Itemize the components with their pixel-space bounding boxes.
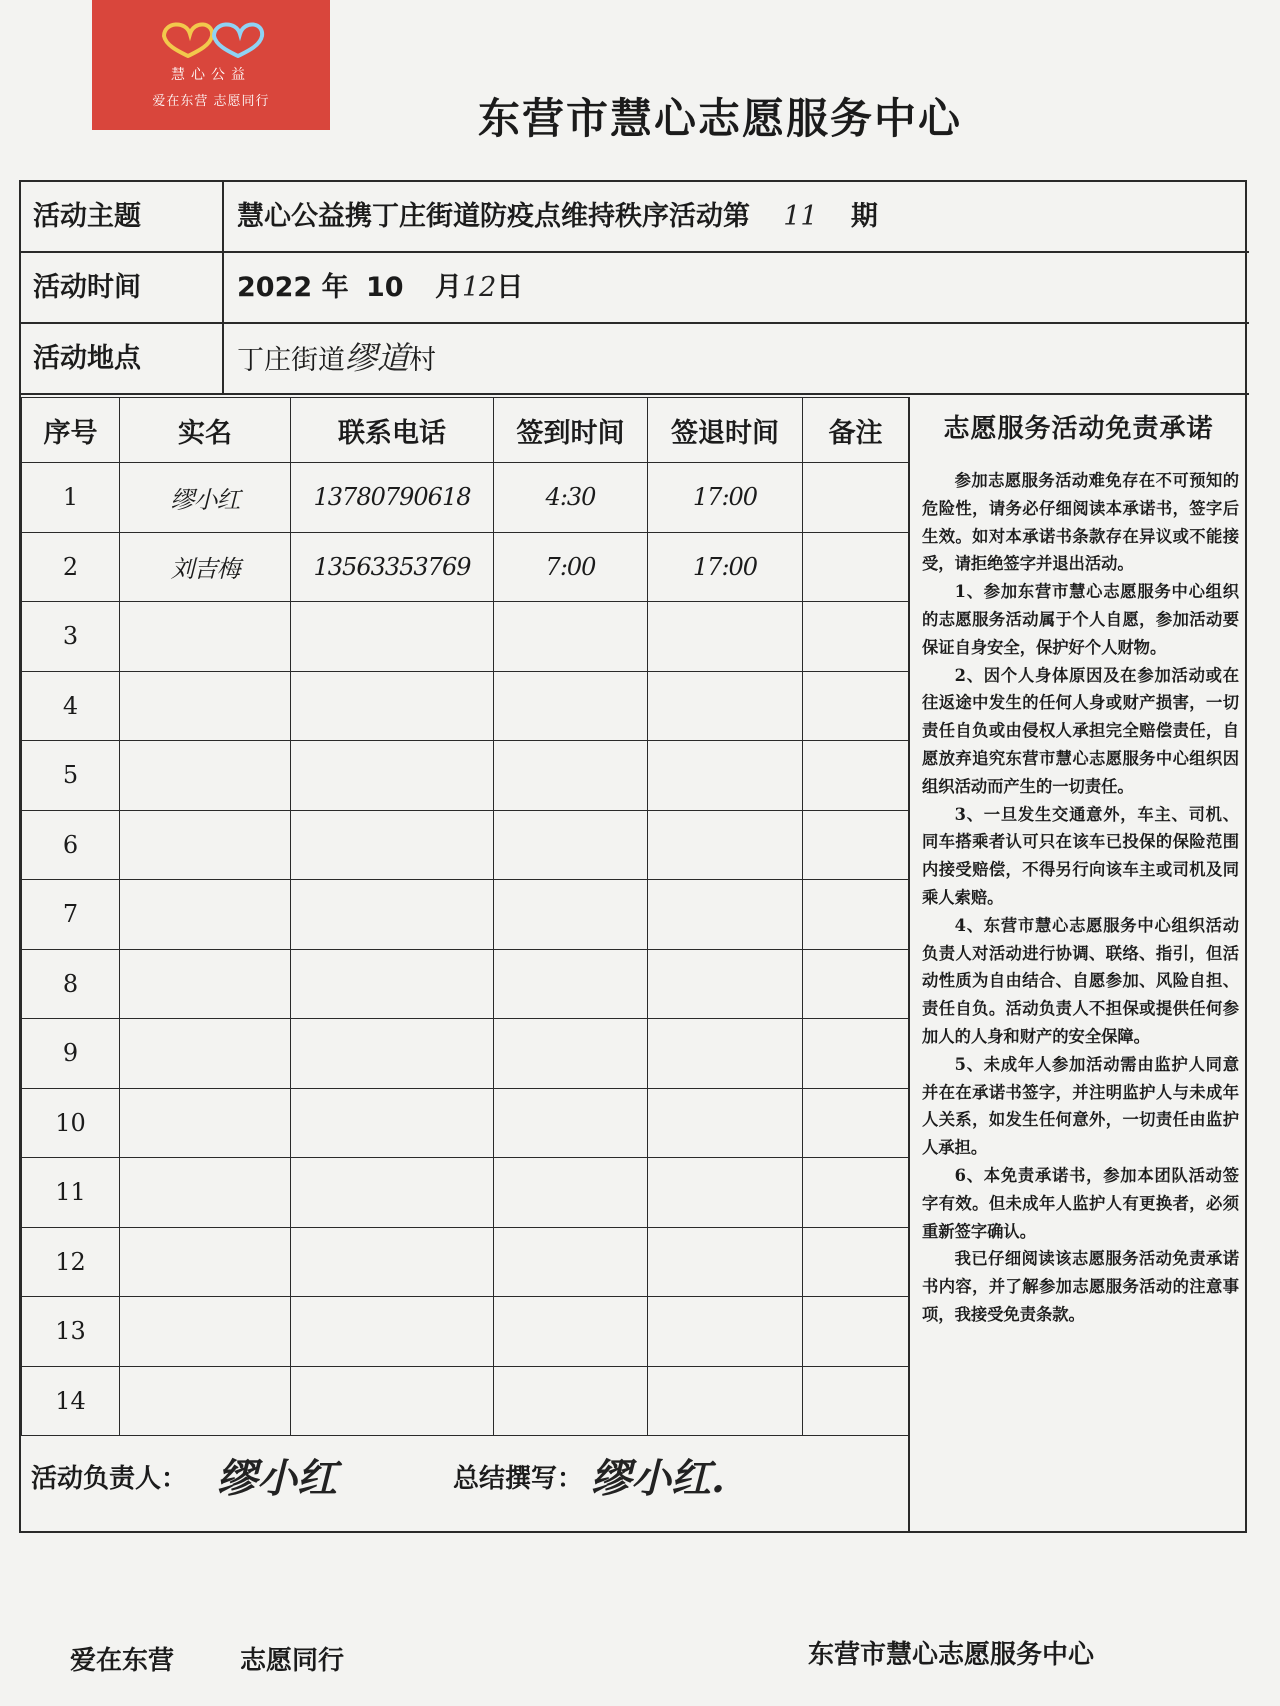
theme-label: 活动主题 bbox=[21, 182, 224, 251]
row-number: 2 bbox=[22, 532, 120, 602]
name-cell: 缪小红 bbox=[120, 463, 291, 533]
row-number: 5 bbox=[22, 741, 120, 811]
page-title: 东营市慧心志愿服务中心 bbox=[477, 94, 962, 143]
issue-suffix: 期 bbox=[850, 201, 878, 232]
table-row bbox=[22, 1227, 909, 1297]
note-cell bbox=[803, 602, 909, 672]
signout-cell bbox=[648, 1297, 803, 1367]
logo-text: 慧心公益 bbox=[171, 67, 251, 83]
writer-label: 总结撰写： bbox=[453, 1464, 584, 1494]
name-cell bbox=[120, 880, 291, 950]
row-number: 11 bbox=[22, 1158, 120, 1228]
note-cell bbox=[803, 949, 909, 1019]
attendance-table bbox=[21, 397, 909, 1436]
row-number: 6 bbox=[22, 810, 120, 880]
table-row bbox=[22, 741, 909, 811]
name-cell bbox=[120, 671, 291, 741]
table-row bbox=[22, 1019, 909, 1089]
table-row bbox=[22, 463, 909, 533]
month-unit: 月 bbox=[434, 272, 462, 303]
name-cell bbox=[120, 1019, 291, 1089]
signup-form bbox=[19, 180, 1247, 1533]
time-label: 活动时间 bbox=[21, 253, 224, 322]
footer-org: 东营市慧心志愿服务中心 bbox=[808, 1640, 1095, 1670]
theme-row bbox=[21, 182, 1249, 253]
slogan-left: 爱在东营 bbox=[70, 1646, 175, 1676]
signout-cell bbox=[648, 671, 803, 741]
place-handwritten: 缪道 bbox=[345, 339, 410, 377]
phone-cell bbox=[291, 1297, 494, 1367]
theme-value bbox=[237, 182, 878, 251]
note-cell bbox=[803, 1088, 909, 1158]
phone-cell bbox=[291, 1019, 494, 1089]
name-cell bbox=[120, 949, 291, 1019]
phone-cell bbox=[291, 949, 494, 1019]
signout-cell: 17:00 bbox=[648, 463, 803, 533]
phone-cell bbox=[291, 1366, 494, 1436]
theme-text: 慧心公益携丁庄街道防疫点维持秩序活动第 bbox=[237, 201, 750, 232]
place-value bbox=[237, 324, 436, 393]
name-cell bbox=[120, 810, 291, 880]
signout-cell bbox=[648, 1158, 803, 1228]
signin-cell bbox=[494, 1366, 648, 1436]
note-cell bbox=[803, 1366, 909, 1436]
signin-cell bbox=[494, 949, 648, 1019]
waiver-paragraph: 1、参加东营市慧心志愿服务中心组织的志愿服务活动属于个人自愿，参加活动要保证自身安全，保护好个人财物。 bbox=[922, 582, 1239, 657]
name-cell bbox=[120, 602, 291, 672]
header-phone: 联系电话 bbox=[291, 398, 494, 463]
signout-cell: 17:00 bbox=[648, 532, 803, 602]
signin-cell bbox=[494, 1227, 648, 1297]
place-suffix: 村 bbox=[409, 345, 437, 376]
table-row bbox=[22, 949, 909, 1019]
header-note: 备注 bbox=[803, 398, 909, 463]
leader-name: 缪小红 bbox=[217, 1455, 337, 1502]
signin-cell bbox=[494, 671, 648, 741]
header-signout: 签退时间 bbox=[648, 398, 803, 463]
row-number: 1 bbox=[22, 463, 120, 533]
row-number: 10 bbox=[22, 1088, 120, 1158]
place-label: 活动地点 bbox=[21, 324, 224, 393]
waiver-divider bbox=[908, 397, 910, 1531]
phone-cell bbox=[291, 880, 494, 950]
table-row bbox=[22, 1088, 909, 1158]
phone-cell: 13563353769 bbox=[291, 532, 494, 602]
note-cell bbox=[803, 463, 909, 533]
name-cell bbox=[120, 1366, 291, 1436]
signin-cell: 4:30 bbox=[494, 463, 648, 533]
year-unit: 年 bbox=[321, 272, 349, 303]
signin-cell bbox=[494, 810, 648, 880]
note-cell bbox=[803, 1158, 909, 1228]
phone-cell bbox=[291, 741, 494, 811]
note-cell bbox=[803, 532, 909, 602]
note-cell bbox=[803, 1297, 909, 1367]
waiver-title: 志愿服务活动免责承诺 bbox=[943, 414, 1214, 444]
place-row bbox=[21, 324, 1249, 395]
waiver-panel bbox=[910, 397, 1247, 1329]
waiver-paragraph: 参加志愿服务活动难免存在不可预知的危险性，请务必仔细阅读本承诺书，签字后生效。如对本承诺书条款存在异议或不能接受，请拒绝签字并退出活动。 bbox=[922, 471, 1239, 574]
name-cell: 刘吉梅 bbox=[120, 532, 291, 602]
note-cell bbox=[803, 741, 909, 811]
name-cell bbox=[120, 741, 291, 811]
signin-cell bbox=[494, 1158, 648, 1228]
row-number: 8 bbox=[22, 949, 120, 1019]
row-number: 14 bbox=[22, 1366, 120, 1436]
waiver-paragraph: 我已仔细阅读该志愿服务活动免责承诺书内容，并了解参加志愿服务活动的注意事项，我接受免责条款。 bbox=[922, 1249, 1239, 1324]
name-cell bbox=[120, 1088, 291, 1158]
waiver-paragraph: 3、一旦发生交通意外，车主、司机、同车搭乘者认可只在该车已投保的保险范围内接受赔偿，不得另行向该车主或司机及同乘人索赔。 bbox=[922, 804, 1239, 907]
note-cell bbox=[803, 1227, 909, 1297]
table-row bbox=[22, 1158, 909, 1228]
note-cell bbox=[803, 810, 909, 880]
signin-cell bbox=[494, 880, 648, 950]
waiver-paragraph: 6、本免责承诺书，参加本团队活动签字有效。但未成年人监护人有更换者，必须重新签字确认。 bbox=[922, 1165, 1239, 1241]
signature-row bbox=[21, 1427, 908, 1531]
issue-number: 11 bbox=[783, 201, 818, 232]
name-cell bbox=[120, 1158, 291, 1228]
waiver-paragraph: 2、因个人身体原因及在参加活动或在往返途中发生的任何人身或财产损害，一切责任自负或由侵权人承担完全赔偿责任，自愿放弃追究东营市慧心志愿服务中心组织因组织活动而产生的一切责任。 bbox=[922, 665, 1239, 796]
table-row bbox=[22, 880, 909, 950]
year: 2022 bbox=[237, 272, 313, 303]
phone-cell bbox=[291, 671, 494, 741]
signin-cell bbox=[494, 1019, 648, 1089]
signin-cell: 7:00 bbox=[494, 532, 648, 602]
header-signin: 签到时间 bbox=[494, 398, 648, 463]
writer-name: 缪小红. bbox=[591, 1455, 725, 1502]
day-unit: 日 bbox=[496, 272, 524, 303]
waiver-paragraph: 4、东营市慧心志愿服务中心组织活动负责人对活动进行协调、联络、指引，但活动性质为自由结合、自愿参加、风险自担、责任自负。活动负责人不担保或提供任何参加人的人身和财产的安全保障。 bbox=[922, 915, 1239, 1046]
signout-cell bbox=[648, 810, 803, 880]
table-row bbox=[22, 1366, 909, 1436]
phone-cell bbox=[291, 810, 494, 880]
signin-cell bbox=[494, 602, 648, 672]
organization-logo bbox=[92, 0, 330, 130]
row-number: 4 bbox=[22, 671, 120, 741]
signout-cell bbox=[648, 741, 803, 811]
phone-cell bbox=[291, 1227, 494, 1297]
logo-slogan: 爱在东营 志愿同行 bbox=[152, 94, 270, 109]
time-row bbox=[21, 253, 1249, 324]
row-number: 3 bbox=[22, 602, 120, 672]
place-printed: 丁庄街道 bbox=[237, 345, 345, 376]
phone-cell bbox=[291, 602, 494, 672]
note-cell bbox=[803, 1019, 909, 1089]
signin-cell bbox=[494, 1297, 648, 1367]
table-header-row bbox=[22, 398, 909, 463]
table-row bbox=[22, 671, 909, 741]
phone-cell bbox=[291, 1158, 494, 1228]
day: 12 bbox=[461, 272, 497, 303]
header-name: 实名 bbox=[120, 398, 291, 463]
note-cell bbox=[803, 880, 909, 950]
leader-label: 活动负责人： bbox=[31, 1464, 188, 1494]
row-number: 9 bbox=[22, 1019, 120, 1089]
phone-cell bbox=[291, 1088, 494, 1158]
row-number: 12 bbox=[22, 1227, 120, 1297]
signout-cell bbox=[648, 880, 803, 950]
signout-cell bbox=[648, 1366, 803, 1436]
signin-cell bbox=[494, 1088, 648, 1158]
row-number: 7 bbox=[22, 880, 120, 950]
slogan-right: 志愿同行 bbox=[240, 1646, 345, 1676]
signout-cell bbox=[648, 1088, 803, 1158]
phone-cell: 13780790618 bbox=[291, 463, 494, 533]
waiver-paragraph: 5、未成年人参加活动需由监护人同意并在在承诺书签字，并注明监护人与未成年人关系，如发生任何意外，一切责任由监护人承担。 bbox=[922, 1054, 1239, 1158]
heart-logo-icon bbox=[156, 14, 266, 58]
signout-cell bbox=[648, 1019, 803, 1089]
time-value bbox=[237, 253, 523, 322]
signout-cell bbox=[648, 602, 803, 672]
row-number: 13 bbox=[22, 1297, 120, 1367]
note-cell bbox=[803, 671, 909, 741]
name-cell bbox=[120, 1227, 291, 1297]
table-row bbox=[22, 602, 909, 672]
table-row bbox=[22, 810, 909, 880]
waiver-body bbox=[910, 461, 1247, 1329]
month: 10 bbox=[365, 272, 404, 303]
signout-cell bbox=[648, 1227, 803, 1297]
table-row bbox=[22, 532, 909, 602]
signin-cell bbox=[494, 741, 648, 811]
header-no: 序号 bbox=[22, 398, 120, 463]
name-cell bbox=[120, 1297, 291, 1367]
signout-cell bbox=[648, 949, 803, 1019]
table-row bbox=[22, 1297, 909, 1367]
